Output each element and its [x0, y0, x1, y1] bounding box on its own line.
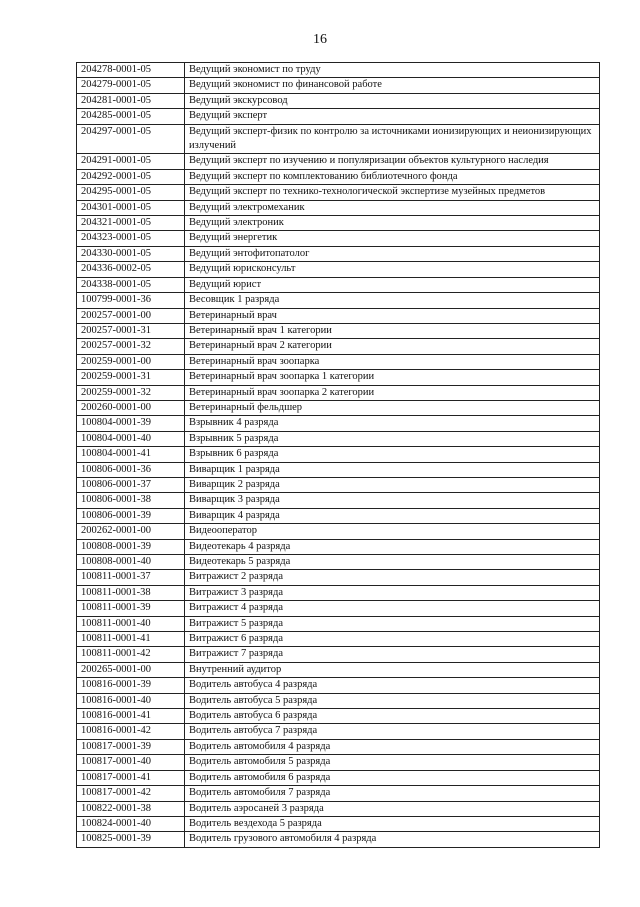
table-row	[77, 508, 600, 523]
table-row	[77, 539, 600, 554]
row-name: Ведущий эксперт-физик по контролю за источниками ионизирующих и неионизирующих излучений	[185, 124, 600, 154]
row-code: 204338-0001-05	[77, 277, 185, 292]
row-name: Ведущий эксперт по технико-технологической экспертизе музейных предметов	[185, 185, 600, 200]
table-row	[77, 570, 600, 585]
row-name: Витражист 6 разряда	[185, 632, 600, 647]
row-code: 200257-0001-32	[77, 339, 185, 354]
row-code: 100817-0001-42	[77, 786, 185, 801]
row-name: Ведущий электромеханик	[185, 200, 600, 215]
row-code: 100808-0001-40	[77, 555, 185, 570]
row-name: Ветеринарный врач зоопарка 2 категории	[185, 385, 600, 400]
row-name: Витражист 2 разряда	[185, 570, 600, 585]
row-name: Ведущий электроник	[185, 216, 600, 231]
row-name: Ведущий юрисконсульт	[185, 262, 600, 277]
row-name: Водитель автомобиля 5 разряда	[185, 755, 600, 770]
row-code: 100799-0001-36	[77, 293, 185, 308]
row-name: Водитель автомобиля 4 разряда	[185, 739, 600, 754]
row-name: Внутренний аудитор	[185, 662, 600, 677]
table-row	[77, 231, 600, 246]
row-code: 100808-0001-39	[77, 539, 185, 554]
row-name: Ветеринарный врач 1 категории	[185, 323, 600, 338]
table-row	[77, 78, 600, 93]
row-code: 200257-0001-00	[77, 308, 185, 323]
row-code: 100816-0001-42	[77, 724, 185, 739]
row-code: 100806-0001-36	[77, 462, 185, 477]
table-row	[77, 400, 600, 415]
table-row	[77, 601, 600, 616]
row-code: 200259-0001-32	[77, 385, 185, 400]
row-name: Водитель автомобиля 7 разряда	[185, 786, 600, 801]
row-code: 204336-0002-05	[77, 262, 185, 277]
table-row	[77, 216, 600, 231]
row-code: 200265-0001-00	[77, 662, 185, 677]
table-row	[77, 385, 600, 400]
table-row	[77, 816, 600, 831]
row-code: 204301-0001-05	[77, 200, 185, 215]
row-name: Водитель вездехода 5 разряда	[185, 816, 600, 831]
row-code: 100825-0001-39	[77, 832, 185, 847]
row-name: Водитель автобуса 5 разряда	[185, 693, 600, 708]
row-name: Водитель грузового автомобиля 4 разряда	[185, 832, 600, 847]
table-row	[77, 185, 600, 200]
profession-table	[76, 62, 600, 848]
row-code: 204321-0001-05	[77, 216, 185, 231]
row-code: 200260-0001-00	[77, 400, 185, 415]
table-row	[77, 493, 600, 508]
table-row	[77, 124, 600, 154]
row-name: Витражист 4 разряда	[185, 601, 600, 616]
row-name: Ведущий энергетик	[185, 231, 600, 246]
table-row	[77, 524, 600, 539]
row-name: Видеотекарь 5 разряда	[185, 555, 600, 570]
row-code: 100824-0001-40	[77, 816, 185, 831]
row-code: 204292-0001-05	[77, 169, 185, 184]
row-code: 200262-0001-00	[77, 524, 185, 539]
row-code: 204297-0001-05	[77, 124, 185, 154]
table-row	[77, 63, 600, 78]
row-name: Виварщик 1 разряда	[185, 462, 600, 477]
table-row	[77, 801, 600, 816]
row-name: Водитель автобуса 4 разряда	[185, 678, 600, 693]
table-row	[77, 262, 600, 277]
row-name: Видеооператор	[185, 524, 600, 539]
row-code: 100806-0001-38	[77, 493, 185, 508]
row-code: 100816-0001-40	[77, 693, 185, 708]
row-name: Водитель автомобиля 6 разряда	[185, 770, 600, 785]
table-row	[77, 678, 600, 693]
row-code: 100804-0001-39	[77, 416, 185, 431]
table-row	[77, 370, 600, 385]
table-row	[77, 308, 600, 323]
row-name: Ведущий эксперт по комплектованию библиотечного фонда	[185, 169, 600, 184]
table-body	[77, 63, 600, 848]
row-name: Витражист 7 разряда	[185, 647, 600, 662]
row-code: 204330-0001-05	[77, 246, 185, 261]
row-code: 100817-0001-40	[77, 755, 185, 770]
table-row	[77, 832, 600, 847]
table-row	[77, 786, 600, 801]
row-name: Ведущий экономист по труду	[185, 63, 600, 78]
row-name: Ветеринарный врач 2 категории	[185, 339, 600, 354]
table-row	[77, 431, 600, 446]
row-name: Взрывник 6 разряда	[185, 447, 600, 462]
table-row	[77, 339, 600, 354]
page-number: 16	[313, 32, 327, 47]
row-name: Водитель автобуса 6 разряда	[185, 709, 600, 724]
table-row	[77, 277, 600, 292]
row-name: Ветеринарный фельдшер	[185, 400, 600, 415]
row-name: Взрывник 5 разряда	[185, 431, 600, 446]
row-code: 204278-0001-05	[77, 63, 185, 78]
table-row	[77, 477, 600, 492]
row-code: 100811-0001-42	[77, 647, 185, 662]
row-code: 100817-0001-41	[77, 770, 185, 785]
table-row	[77, 154, 600, 169]
row-code: 200257-0001-31	[77, 323, 185, 338]
table-row	[77, 416, 600, 431]
row-code: 204281-0001-05	[77, 93, 185, 108]
row-code: 100804-0001-41	[77, 447, 185, 462]
row-code: 100806-0001-37	[77, 477, 185, 492]
row-code: 100822-0001-38	[77, 801, 185, 816]
table-row	[77, 462, 600, 477]
row-code: 100816-0001-39	[77, 678, 185, 693]
row-code: 204295-0001-05	[77, 185, 185, 200]
row-name: Виварщик 2 разряда	[185, 477, 600, 492]
table-row	[77, 755, 600, 770]
row-name: Водитель автобуса 7 разряда	[185, 724, 600, 739]
row-code: 100817-0001-39	[77, 739, 185, 754]
row-code: 100811-0001-40	[77, 616, 185, 631]
table-row	[77, 200, 600, 215]
table-row	[77, 109, 600, 124]
row-name: Ведущий энтофитопатолог	[185, 246, 600, 261]
row-code: 100811-0001-41	[77, 632, 185, 647]
row-code: 100811-0001-39	[77, 601, 185, 616]
table-row	[77, 693, 600, 708]
table-row	[77, 616, 600, 631]
table-row	[77, 709, 600, 724]
row-name: Ведущий экскурсовод	[185, 93, 600, 108]
row-name: Ветеринарный врач	[185, 308, 600, 323]
row-code: 204323-0001-05	[77, 231, 185, 246]
table-row	[77, 647, 600, 662]
row-code: 204279-0001-05	[77, 78, 185, 93]
row-name: Ведущий эксперт по изучению и популяризации объектов культурного наследия	[185, 154, 600, 169]
row-name: Ветеринарный врач зоопарка 1 категории	[185, 370, 600, 385]
row-code: 200259-0001-31	[77, 370, 185, 385]
row-code: 204291-0001-05	[77, 154, 185, 169]
row-name: Весовщик 1 разряда	[185, 293, 600, 308]
table-row	[77, 585, 600, 600]
row-code: 200259-0001-00	[77, 354, 185, 369]
row-code: 100811-0001-37	[77, 570, 185, 585]
table-row	[77, 555, 600, 570]
row-code: 100806-0001-39	[77, 508, 185, 523]
row-code: 100804-0001-40	[77, 431, 185, 446]
row-name: Ведущий юрист	[185, 277, 600, 292]
table-row	[77, 323, 600, 338]
table-row	[77, 447, 600, 462]
table-row	[77, 662, 600, 677]
table-row	[77, 739, 600, 754]
table-row	[77, 169, 600, 184]
row-name: Виварщик 3 разряда	[185, 493, 600, 508]
row-name: Видеотекарь 4 разряда	[185, 539, 600, 554]
row-name: Виварщик 4 разряда	[185, 508, 600, 523]
table-row	[77, 632, 600, 647]
row-name: Ведущий экономист по финансовой работе	[185, 78, 600, 93]
table-row	[77, 93, 600, 108]
table-row	[77, 724, 600, 739]
row-name: Водитель аэросаней 3 разряда	[185, 801, 600, 816]
table-row	[77, 354, 600, 369]
table-row	[77, 293, 600, 308]
row-name: Витражист 3 разряда	[185, 585, 600, 600]
row-name: Взрывник 4 разряда	[185, 416, 600, 431]
row-code: 204285-0001-05	[77, 109, 185, 124]
table-row	[77, 246, 600, 261]
row-code: 100811-0001-38	[77, 585, 185, 600]
table-row	[77, 770, 600, 785]
row-code: 100816-0001-41	[77, 709, 185, 724]
row-name: Витражист 5 разряда	[185, 616, 600, 631]
row-name: Ведущий эксперт	[185, 109, 600, 124]
row-name: Ветеринарный врач зоопарка	[185, 354, 600, 369]
